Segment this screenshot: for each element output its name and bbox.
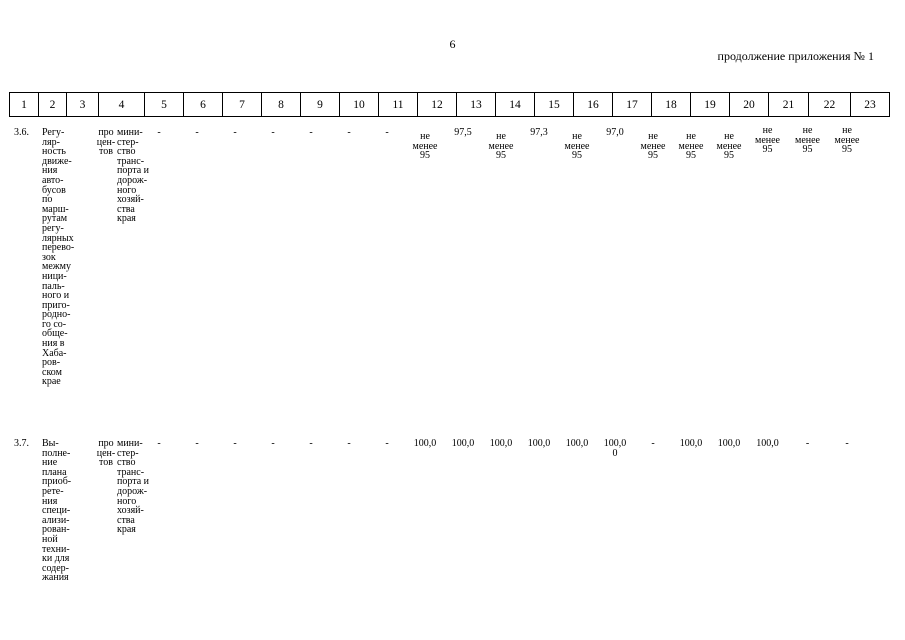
header-cell: 11 — [379, 93, 418, 117]
value-cell: 100,0 — [717, 438, 741, 449]
value-cell: 100,0 — [679, 438, 703, 449]
value-cell: - — [347, 438, 351, 449]
header-cell: 1 — [10, 93, 39, 117]
value-cell: 100,0 — [756, 438, 779, 449]
value-cell: - — [347, 127, 351, 138]
value-cell: - — [309, 438, 313, 449]
header-cell: 7 — [223, 93, 262, 117]
value-cell: 100,0 — [451, 438, 475, 449]
value-cell: - — [233, 127, 237, 138]
value-cell: не менее 95 — [488, 131, 514, 162]
value-cell: 97,3 — [530, 127, 548, 138]
value-cell: - — [385, 438, 389, 449]
unit-of-measure: про цен- тов — [96, 438, 116, 469]
value-cell: не менее 95 — [678, 131, 704, 162]
value-cell: 97,5 — [454, 127, 472, 138]
value-cell: - — [195, 438, 199, 449]
value-cell: - — [271, 438, 275, 449]
value-cell: 100,0 — [413, 438, 437, 449]
responsible-organization: мини- стер- ство транс- порта и дорож- ного хозяй- ства края — [117, 127, 150, 225]
header-cell: 23 — [851, 93, 890, 117]
value-cell: 100,0 — [489, 438, 513, 449]
row-number: 3.7. — [14, 438, 29, 449]
table-row — [9, 125, 889, 428]
header-cell: 4 — [99, 93, 145, 117]
column-number-header — [9, 92, 890, 117]
header-cell: 12 — [418, 93, 457, 117]
value-cell: 100,0 — [565, 438, 589, 449]
value-cell: не менее 95 — [755, 125, 780, 156]
value-cell: - — [271, 127, 275, 138]
row-number: 3.6. — [14, 127, 29, 138]
indicator-name: Регу- ляр- ность движе- ния авто- бусов по марш- рутам регу- лярных перево- зок межму ници- паль- ного и приго- родно- го со- обще- ния в Хаба- ров- ском крае — [42, 127, 75, 388]
value-cell: не менее 95 — [412, 131, 438, 162]
page-number: 6 — [449, 37, 456, 51]
value-cell: не менее 95 — [834, 125, 860, 156]
value-cell: - — [157, 438, 161, 449]
value-cell: - — [805, 438, 810, 449]
responsible-organization: мини- стер- ство транс- порта и дорож- ного хозяй- ства края — [117, 438, 150, 536]
indicator-name: Вы- полне- ние плана приоб- рете- ния специ- ализи- рован- ной техни- ки для содер- жания — [42, 438, 72, 584]
value-cell: - — [309, 127, 313, 138]
header-cell: 8 — [262, 93, 301, 117]
header-cell: 10 — [340, 93, 379, 117]
value-cell: не менее 95 — [716, 131, 742, 162]
header-cell: 5 — [145, 93, 184, 117]
header-cell: 9 — [301, 93, 340, 117]
value-cell: - — [651, 438, 655, 449]
header-cell: 3 — [67, 93, 99, 117]
header-cell: 18 — [652, 93, 691, 117]
value-cell: 100,0 — [527, 438, 551, 449]
header-cell: 2 — [39, 93, 67, 117]
header-cell: 15 — [535, 93, 574, 117]
unit-of-measure: про цен- тов — [96, 127, 116, 158]
header-cell: 14 — [496, 93, 535, 117]
continuation-caption: продолжение приложения № 1 — [717, 49, 874, 63]
value-cell: - — [233, 438, 237, 449]
header-cell: 17 — [613, 93, 652, 117]
header-cell: 21 — [769, 93, 809, 117]
value-cell: не менее 95 — [564, 131, 590, 162]
header-cell: 19 — [691, 93, 730, 117]
table-row — [9, 439, 889, 609]
header-cell: 22 — [809, 93, 851, 117]
header-cell: 6 — [184, 93, 223, 117]
value-cell: не менее 95 — [795, 125, 820, 156]
header-cell: 16 — [574, 93, 613, 117]
value-cell: 100,0 0 — [603, 438, 627, 459]
value-cell: - — [845, 438, 849, 449]
header-cell: 13 — [457, 93, 496, 117]
value-cell: - — [385, 127, 389, 138]
value-cell: не менее 95 — [640, 131, 666, 162]
header-cell: 20 — [730, 93, 769, 117]
value-cell: - — [157, 127, 161, 138]
header-row — [10, 93, 890, 117]
value-cell: - — [195, 127, 199, 138]
value-cell: 97,0 — [606, 127, 624, 138]
